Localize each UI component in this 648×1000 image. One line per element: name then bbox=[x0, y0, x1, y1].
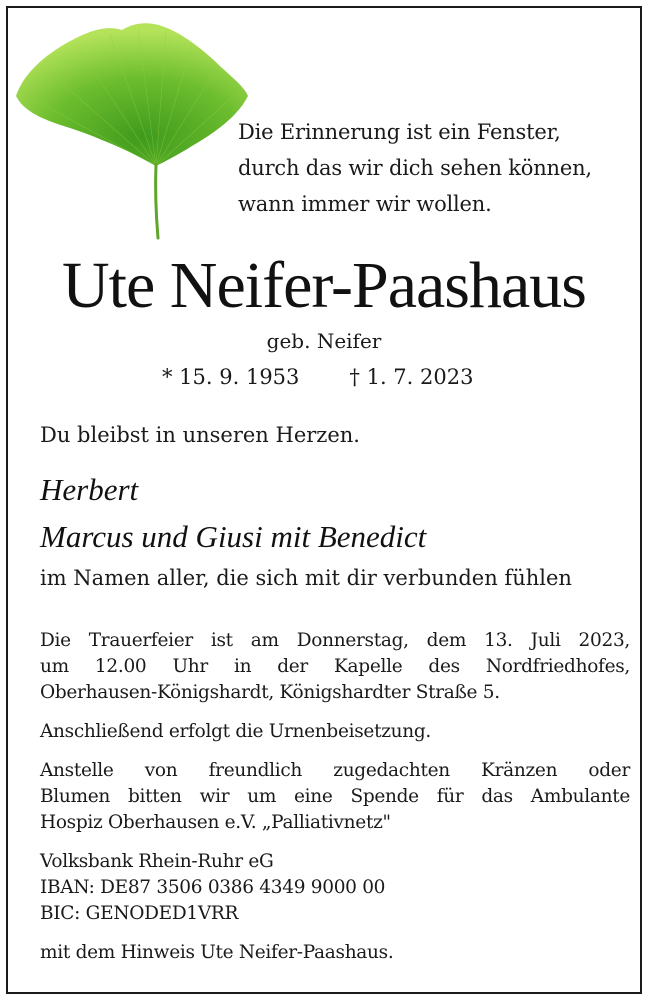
death-date: † 1. 7. 2023 bbox=[349, 365, 474, 389]
funeral-info bbox=[40, 628, 630, 706]
bank-details bbox=[40, 849, 630, 927]
deceased-name: Ute Neifer-Paashaus bbox=[62, 249, 586, 322]
family-member-herbert: Herbert bbox=[40, 472, 139, 507]
donation-line: Blumen bitten wir um eine Spende für das Ambulante bbox=[40, 786, 630, 807]
funeral-line: Oberhausen-Königshardt, Königshardter Straße 5. bbox=[40, 682, 500, 703]
quote-line: wann immer wir wollen. bbox=[238, 192, 492, 216]
donation-line: Anstelle von freundlich zugedachten Kränzen oder bbox=[40, 760, 630, 781]
birth-date: * 15. 9. 1953 bbox=[162, 365, 300, 389]
life-dates bbox=[162, 362, 602, 392]
donation-info bbox=[40, 758, 630, 836]
burial-info: Anschließend erfolgt die Urnenbeisetzung. bbox=[40, 721, 432, 742]
born-name: geb. Neifer bbox=[266, 329, 382, 353]
farewell-text: Du bleibst in unseren Herzen. bbox=[40, 423, 360, 447]
bank-iban: IBAN: DE87 3506 0386 4349 9000 00 bbox=[40, 877, 386, 898]
on-behalf-text: im Namen aller, die sich mit dir verbunden fühlen bbox=[40, 566, 572, 590]
quote-line: Die Erinnerung ist ein Fenster, bbox=[238, 120, 561, 144]
funeral-line: Die Trauerfeier ist am Donnerstag, dem 13. Juli 2023, bbox=[40, 630, 630, 651]
family-members-children: Marcus und Giusi mit Benedict bbox=[40, 519, 427, 554]
donation-line: Hospiz Oberhausen e.V. „Palliativnetz" bbox=[40, 812, 391, 833]
memorial-quote bbox=[238, 114, 628, 222]
bank-name: Volksbank Rhein-Ruhr eG bbox=[40, 851, 274, 872]
bank-bic: BIC: GENODED1VRR bbox=[40, 903, 239, 924]
ginkgo-leaf-icon bbox=[14, 20, 254, 240]
donation-reference: mit dem Hinweis Ute Neifer-Paashaus. bbox=[40, 942, 394, 963]
quote-line: durch das wir dich sehen können, bbox=[238, 156, 592, 180]
funeral-line: um 12.00 Uhr in der Kapelle des Nordfriedhofes, bbox=[40, 656, 630, 677]
